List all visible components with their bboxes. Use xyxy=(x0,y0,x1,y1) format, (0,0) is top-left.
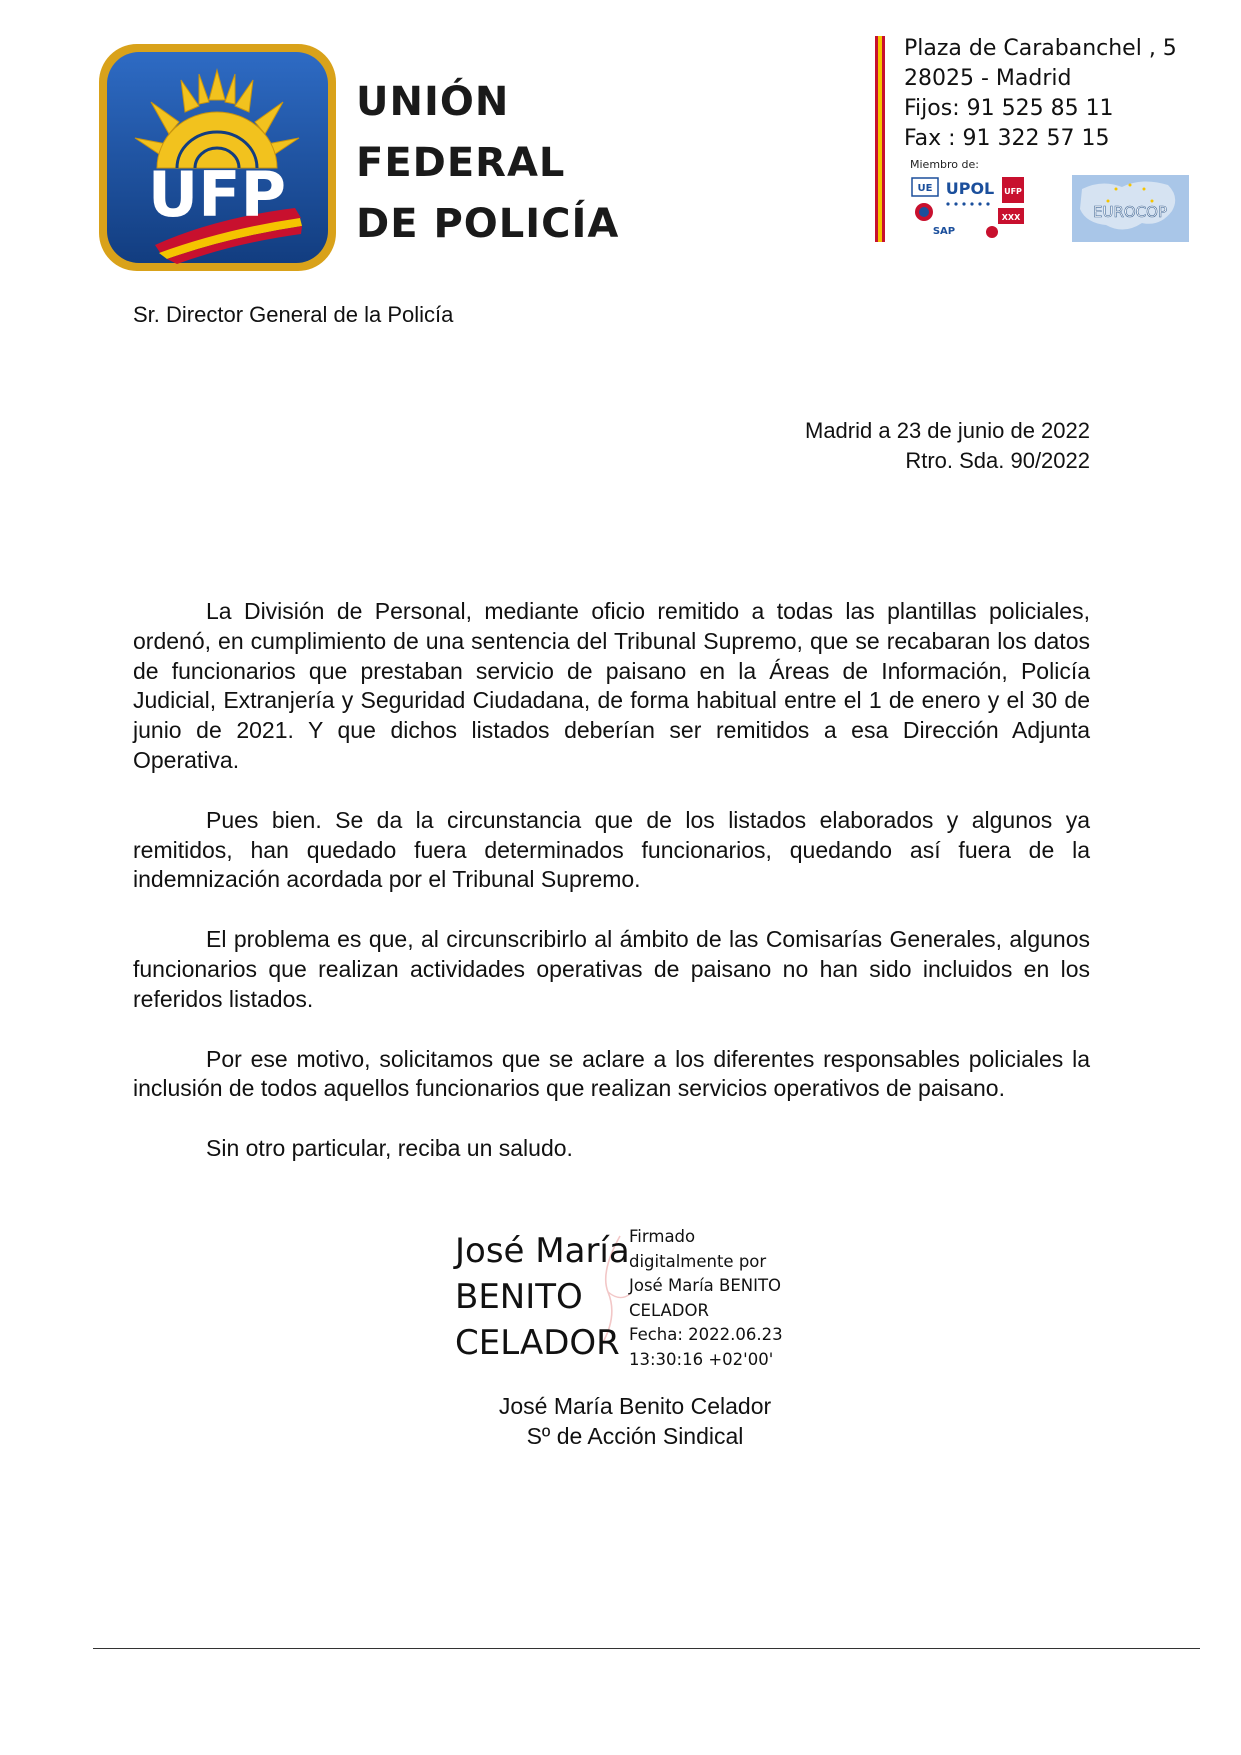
date-line: Madrid a 23 de junio de 2022 xyxy=(805,418,1090,443)
ufp-logo xyxy=(95,40,340,275)
signer-block xyxy=(470,1391,800,1451)
contact-info xyxy=(904,34,1204,154)
sap-logo: SAP xyxy=(932,226,956,237)
digital-signature-details xyxy=(629,1225,783,1372)
signature-detail-line: Fecha: 2022.06.23 xyxy=(629,1325,783,1344)
eurocop-logo xyxy=(1072,175,1189,242)
org-name-line: UNIÓN xyxy=(356,79,510,125)
fax-line: Fax : 91 322 57 15 xyxy=(904,126,1110,151)
org-name-line: FEDERAL xyxy=(356,140,566,186)
member-label: Miembro de: xyxy=(910,158,979,171)
city-line: 28025 - Madrid xyxy=(904,66,1072,91)
signer-role: Sº de Acción Sindical xyxy=(526,1423,744,1449)
signature-detail-line: 13:30:16 +02'00' xyxy=(629,1349,774,1369)
signer-name: José María Benito Celador xyxy=(498,1393,772,1419)
organization-name xyxy=(356,72,656,255)
recipient: Sr. Director General de la Policía xyxy=(133,302,454,327)
signature-line: José María xyxy=(455,1231,630,1271)
org-name-line: DE POLICÍA xyxy=(356,201,620,247)
spain-flag-bar xyxy=(875,36,885,242)
ufp-mini-logo: UFP xyxy=(1004,187,1022,196)
body-paragraph: Pues bien. Se da la circunstancia que de los listados elaborados y algunos ya remitidos, han quedado fuera determinados funcionarios, quedando así fuera de la indemnización acordada por el Tribunal Supremo. xyxy=(133,806,1090,893)
reference-number: Rtro. Sda. 90/2022 xyxy=(905,448,1090,473)
digital-signature-name xyxy=(455,1228,630,1366)
signature-line: BENITO xyxy=(455,1277,583,1317)
footer-divider xyxy=(93,1648,1200,1649)
body-paragraph: Por ese motivo, solicitamos que se aclare a los diferentes responsables policiales la inclusión de todos aquellos funcionarios que realizan servicios operativos de paisano. xyxy=(133,1045,1090,1102)
date-block xyxy=(700,416,1090,476)
signature-detail-line: Firmado xyxy=(629,1227,696,1246)
phone-line: Fijos: 91 525 85 11 xyxy=(904,96,1114,121)
signature-detail-line: digitalmente por xyxy=(629,1251,767,1271)
closing-line: Sin otro particular, reciba un saludo. xyxy=(206,1135,573,1162)
eurocop-label: EUROCOP xyxy=(1092,203,1168,221)
signature-detail-line: CELADOR xyxy=(629,1300,709,1320)
member-logos xyxy=(910,174,1028,240)
signature-line: CELADOR xyxy=(455,1323,620,1363)
signature-detail-line: José María BENITO xyxy=(629,1276,782,1295)
svg-text:UE: UE xyxy=(917,183,933,194)
svg-text:XXX: XXX xyxy=(1001,213,1021,222)
body-paragraph: El problema es que, al circunscribirlo al ámbito de las Comisarías Generales, algunos funcionarios que realizan actividades operativas de paisano no han sido incluidos en los referidos listados. xyxy=(133,926,1090,1012)
body-paragraph: La División de Personal, mediante oficio remitido a todas las plantillas policiales, ordenó, en cumplimiento de una sentencia del Tribunal Supremo, que se recabaran los datos de funcionarios que prestaban servicio de paisano en la Áreas de Información, Policía Judicial, Extranjería y Seguridad Ciudadana, de forma habitual entre el 1 de enero y el 30 de junio de 2021. Y que dichos listados deberían ser remitidos a esa Dirección Adjunta Operativa. xyxy=(133,598,1090,773)
address-line: Plaza de Carabanchel , 5 xyxy=(904,36,1177,61)
letter-body xyxy=(133,597,1090,1164)
upol-logo: UPOL xyxy=(945,179,995,198)
logo-abbr: UFP xyxy=(147,158,287,231)
